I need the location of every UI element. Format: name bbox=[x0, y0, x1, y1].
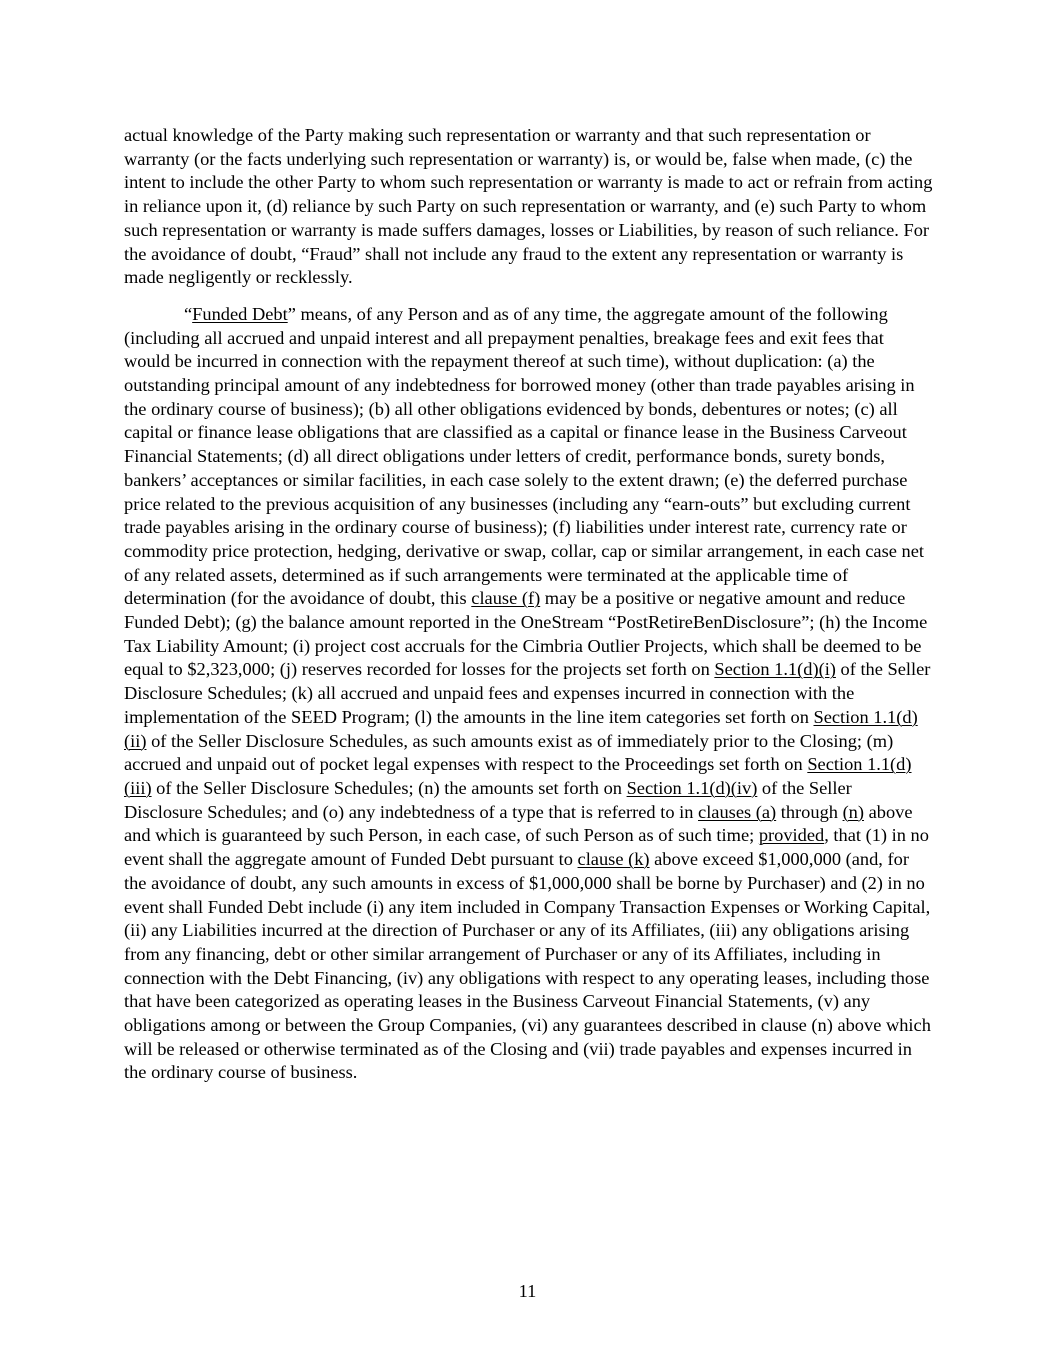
reference-clause-n: (n) bbox=[842, 801, 865, 822]
paragraph-text: ” means, of any Person and as of any time, the aggregate amount of the following (including all accrued and unpaid interest and all prepayment penalties, breakage fees and exit fees that would be incurred in connection with the repayment thereof at such time), without duplication: (a) the outstanding principal amount of any indebtedness for borrowed money (other than trade payables arising in the ordinary course of business); (b) all other obligations evidenced by bonds, debentures or notes; (c) all capital or finance lease obligations that are classified as a capital or finance lease in the Business Carveout Financial Statements; (d) all direct obligations under letters of credit, performance bonds, surety bonds, bankers’ acceptances or similar facilities, in each case solely to the extent drawn; (e) the deferred purchase price related to the previous acquisition of any businesses (including any “earn-outs” but excluding current trade payables arising in the ordinary course of business); (f) liabilities under interest rate, currency rate or commodity price protection, hedging, derivative or swap, collar, cap or similar arrangement, in each case net of any related assets, determined as if such arrangements were terminated at the applicable time of determination (for the avoidance of doubt, this bbox=[124, 303, 924, 609]
paragraph-text: of the Seller Disclosure Schedules; (k) all accrued and unpaid fees and expenses incurred in connection with the implementation of the SEED Program; (l) the amounts in the line item categories set forth on bbox=[124, 659, 931, 727]
reference-clauses-a: clauses (a) bbox=[698, 801, 777, 822]
paragraph-text: above exceed $1,000,000 (and, for the avoidance of doubt, any such amounts in excess of $1,000,000 shall be borne by Purchaser) and (2) in no event shall Funded Debt include (i) any item included in Company Transaction Expenses or Working Capital, (ii) any Liabilities incurred at the direction of Purchaser or any of its Affiliates, (iii) any obligations arising from any financing, debt or other similar arrangement of Purchaser or any of its Affiliates, including in connection with the Debt Financing, (iv) any obligations with respect to any operating leases, including those that have been categorized as operating leases in the Business Carveout Financial Statements, (v) any obligations among or between the Group Companies, (vi) any guarantees described in clause (n) above which will be released or otherwise terminated as of the Closing and (vii) trade payables and expenses incurred in the ordinary course of business. bbox=[124, 849, 931, 1083]
reference-clause-k: clause (k) bbox=[577, 849, 650, 870]
paragraph-text: of the Seller Disclosure Schedules, as such amounts exist as of immediately prior to the Closing; (m) accrued and unpaid out of pocket legal expenses with respect to the Proceedings set forth on bbox=[124, 730, 894, 775]
open-quote: “ bbox=[184, 303, 193, 324]
paragraph-text: may be a positive or negative amount and reduce Funded Debt); (g) the balance amount reported in the OneStream “PostRetireBenDisclosure”; (h) the Income Tax Liability Amount; (i) project cost accruals for the Cimbria Outlier Projects, which shall be deemed to be equal to $2,323,000; (j) reserves recorded for losses for the projects set forth on bbox=[124, 588, 928, 680]
paragraph-text: of the Seller Disclosure Schedules; (n) the amounts set forth on bbox=[151, 777, 627, 798]
term-provided: provided bbox=[758, 825, 825, 846]
reference-section-1-1-d-iii: Section 1.1(d)(iii) bbox=[124, 754, 912, 798]
reference-section-1-1-d-ii: Section 1.1(d)(ii) bbox=[124, 706, 918, 751]
defined-term-funded-debt: Funded Debt bbox=[192, 303, 288, 324]
paragraph-text: actual knowledge of the Party making such representation or warranty and that such representation or warranty (or the facts underlying such representation or warranty) is, or would be, false when made, (c) the intent to include the other Party to whom such representation or warranty is made to act or refrain from acting in reliance upon it, (d) reliance by such Party on such representation or warranty, and (e) such Party to whom such representation or warranty is made suffers damages, losses or Liabilities, by reason of such reliance. For the avoidance of doubt, “Fraud” shall not include any fraud to the extent any representation or warranty is made negligently or recklessly. bbox=[124, 125, 933, 288]
reference-clause-f: clause (f) bbox=[471, 588, 541, 609]
reference-section-1-1-d-iv: Section 1.1(d)(iv) bbox=[626, 777, 758, 798]
paragraph-text: above and which is guaranteed by such Person, in each case, of such Person as of such time; bbox=[124, 801, 913, 846]
paragraph-text: through bbox=[776, 801, 843, 822]
fraud-definition-continuation bbox=[124, 124, 934, 290]
reference-section-1-1-d-i: Section 1.1(d)(i) bbox=[714, 659, 836, 680]
page-number: 11 bbox=[518, 1281, 537, 1301]
paragraph-text: , that (1) in no event shall the aggregate amount of Funded Debt pursuant to bbox=[124, 825, 929, 870]
document-body bbox=[124, 124, 934, 1085]
paragraph-text: of the Seller Disclosure Schedules; and (o) any indebtedness of a type that is referred to in bbox=[124, 777, 852, 822]
funded-debt-definition bbox=[124, 303, 934, 1085]
